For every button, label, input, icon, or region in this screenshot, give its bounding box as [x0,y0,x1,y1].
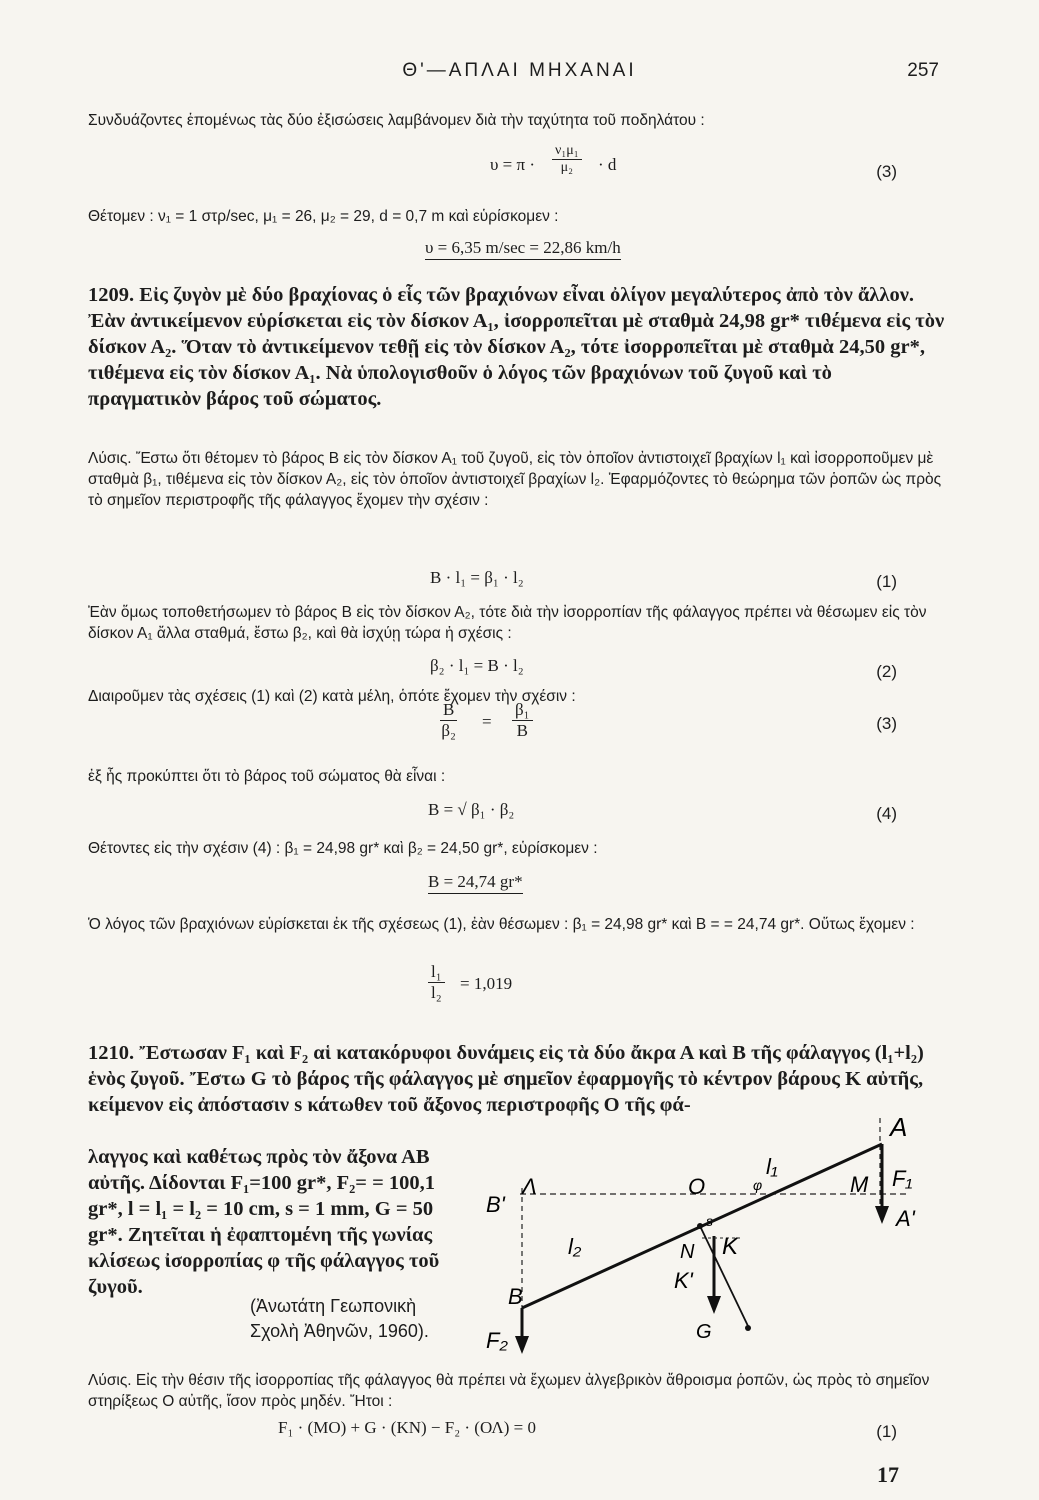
label-a-prime: A' [896,1206,915,1231]
eq3-right-fraction [512,700,533,741]
label-k-prime: K' [674,1268,693,1293]
final-equation-number: (1) [876,1422,897,1441]
velocity-result-text: υ = 6,35 m/sec = 22,86 km/h [425,238,621,260]
eq3-den1: β₂ [441,721,456,740]
force-f1-head [875,1206,889,1224]
chapter-title: Θ'—ΑΠΛΑΙ ΜΗΧΑΝΑΙ [402,60,637,81]
lever-diagram [470,1108,940,1378]
solution-1209-b: Ἐὰν ὅμως τοποθετήσωμεν τὸ βάρος Β εἰς τὸν δίσκον Α₂, τότε διὰ τὴν ἰσορροπίαν τῆς φάλαγγος πρέπει νὰ θέσωμεν εἰς τὸν δίσκον Α₁ ἄλλα σταθμά, ἔστω β₂, καὶ θὰ ἰσχύῃ τώρα ἡ σχέσις : [88,604,927,642]
page-number: 257 [907,60,939,81]
weight-result-text: Β = 24,74 gr* [428,872,523,894]
problem-1210-head: 1210. Ἔστωσαν F₁ καὶ F₂ αἱ κατακόρυφοι δυνάμεις εἰς τὰ δύο ἄκρα Α καὶ Β τῆς φάλαγγος (l₁+l₂) ἑνὸς ζυγοῦ. Ἔστω G τὸ βάρος τῆς φάλαγγος μὲ σημεῖον ἐφαρμογῆς τὸ κέντρον βάρους Κ αὐτῆς, κείμενον εἰς ἀπόστασιν s κάτωθεν τοῦ ἄξονος περιστροφῆς Ο τῆς φά- [88,1042,924,1116]
citation-line-1: (Ἀνωτάτη Γεωπονικὴ [250,1296,417,1316]
eq3-num1: Β [440,700,457,721]
given-line: Θέτομεν : ν₁ = 1 στρ/sec, μ₁ = 26, μ₂ = 29, d = 0,7 m καὶ εὑρίσκομεν : [88,208,559,225]
signature-number: 17 [877,1462,899,1487]
label-n: N [680,1241,695,1263]
divide-line: Διαιροῦμεν τὰς σχέσεις (1) καὶ (2) κατὰ μέλη, ὁπότε ἔχομεν τὴν σχέσιν : [88,688,576,705]
final-equation: F₁ · (ΜΟ) + G · (ΚΝ) − F₂ · (ΟΛ) = 0 [278,1418,536,1437]
label-a: A [890,1112,908,1142]
label-o: O [688,1174,706,1199]
label-lambda: Λ [522,1174,537,1199]
force-f2-head [515,1336,529,1354]
equation-3-number: (3) [876,714,897,733]
equation-number: (3) [876,162,897,181]
ratio-den: l₂ [431,983,442,1002]
weight-g-head [707,1296,721,1314]
solution-1209-a: Λύσις. Ἔστω ὅτι θέτομεν τὸ βάρος Β εἰς τὸν δίσκον Α₁ τοῦ ζυγοῦ, εἰς τὸν ὁποῖον ἀντιστοιχεῖ βραχίων l₁ καὶ ἰσορροποῦμεν μὲ σταθμὰ β₁, τιθέμενα εἰς τὸν δίσκον Α₂, εἰς τὸν ὁποῖον ἀντιστοιχεῖ βραχίων l₂. Ἐφαρμόζοντες τὸ θεώρημα τῶν ῥοπῶν ὡς πρὸς τὸ σημεῖον περιστροφῆς τῆς φάλαγγος ἔχομεν τὴν σχέσιν : [88,450,942,509]
fraction-denominator: μ₂ [560,160,573,175]
label-g: G [696,1321,712,1343]
formula-fraction [552,143,582,176]
citation [250,1294,429,1344]
eq3-equals: = [482,712,492,731]
problem-1210-side: λαγγος καὶ καθέτως πρὸς τὸν ἄξονα ΑΒ αὐτῆς. Δίδονται F₁=100 gr*, F₂= = 100,1 gr*, l = l₁ = l₂ = 10 cm, s = 1 mm, G = 50 gr*. Ζητεῖται ἡ ἐφαπτομένη τῆς γωνίας κλίσεως ἰσορροπίας φ τῆς φάλαγγος τοῦ ζυγοῦ. [88,1146,440,1298]
cg-point [745,1325,751,1331]
eq3-den2: Β [516,721,528,740]
label-s: s [706,1213,713,1229]
ratio-num: l₁ [428,962,445,983]
formula-left: υ = π · [490,155,535,174]
label-k: K [722,1233,739,1260]
eq3-num2: β₁ [512,700,533,721]
equation-1-number: (1) [876,572,897,591]
label-f2: F₂ [486,1328,508,1353]
citation-line-2: Σχολὴ Ἀθηνῶν, 1960). [250,1321,429,1341]
fraction-numerator: ν₁μ₁ [552,143,582,160]
equation-2: β₂ · l₁ = Β · l₂ [430,656,524,675]
eq3-left-fraction [440,700,457,741]
set-line: Θέτοντες εἰς τὴν σχέσιν (4) : β₁ = 24,98 gr* καὶ β₂ = 24,50 gr*, εὑρίσκομεν : [88,840,598,857]
equation-4-number: (4) [876,804,897,823]
ratio-value: = 1,019 [460,974,513,993]
equation-1: Β · l₁ = β₁ · l₂ [430,568,524,587]
result-line: ἐξ ἧς προκύπτει ὅτι τὸ βάρος τοῦ σώματος θὰ εἶναι : [88,768,446,785]
problem-1209: 1209. Εἰς ζυγὸν μὲ δύο βραχίονας ὁ εἷς τῶν βραχιόνων εἶναι ὀλίγον μεγαλύτερος ἀπὸ τὸν ἄλλον. Ἐὰν ἀντικείμενον εὑρίσκεται εἰς τὸν δίσκον Α₁, ἰσορροπεῖται μὲ σταθμὰ 24,98 gr* τιθέμενα εἰς τὸν δίσκον Α₂. Ὅταν τὸ ἀντικείμενον τεθῇ εἰς τὸν δίσκον Α₂, τότε ἰσορροπεῖται μὲ σταθμὰ 24,50 gr*, τιθέμενα εἰς τὸν δίσκον Α₁. Νὰ ὑπολογισθοῦν ὁ λόγος τῶν βραχιόνων τοῦ ζυγοῦ καὶ τὸ πραγματικὸν βάρος τοῦ σώματος. [88,284,945,410]
label-m: M [850,1172,869,1197]
label-l1: l₁ [766,1154,778,1179]
label-b: B [508,1284,523,1309]
intro-line: Συνδυάζοντες ἑπομένως τὰς δύο ἐξισώσεις λαμβάνομεν διὰ τὴν ταχύτητα τοῦ ποδηλάτου : [88,112,705,129]
equation-4: Β = √ β₁ · β₂ [428,800,515,819]
label-b-prime: B' [486,1192,505,1217]
ratio-line: Ὁ λόγος τῶν βραχιόνων εὑρίσκεται ἐκ τῆς σχέσεως (1), ἐὰν θέσωμεν : β₁ = 24,98 gr* καὶ Β = = 24,74 gr*. Οὕτως ἔχομεν : [88,916,915,933]
velocity-result [425,238,621,258]
weight-result [428,872,523,892]
ratio-fraction [428,962,445,1003]
equation-2-number: (2) [876,662,897,681]
solution-1210: Λύσις. Εἰς τὴν θέσιν τῆς ἰσορροπίας τῆς φάλαγγος θὰ πρέπει νὰ ἔχωμεν ἀλγεβρικὸν ἄθροισμα ῥοπῶν, ὡς πρὸς τὸ σημεῖον στηρίξεως Ο αὐτῆς, ἴσον πρὸς μηδέν. Ἤτοι : [88,1372,930,1410]
velocity-formula [490,155,535,175]
pivot-point [697,1223,703,1229]
label-l2: l₂ [568,1234,582,1259]
label-f1: F₁ [892,1166,913,1191]
formula-right: · d [598,155,617,174]
label-phi: φ [753,1177,763,1193]
